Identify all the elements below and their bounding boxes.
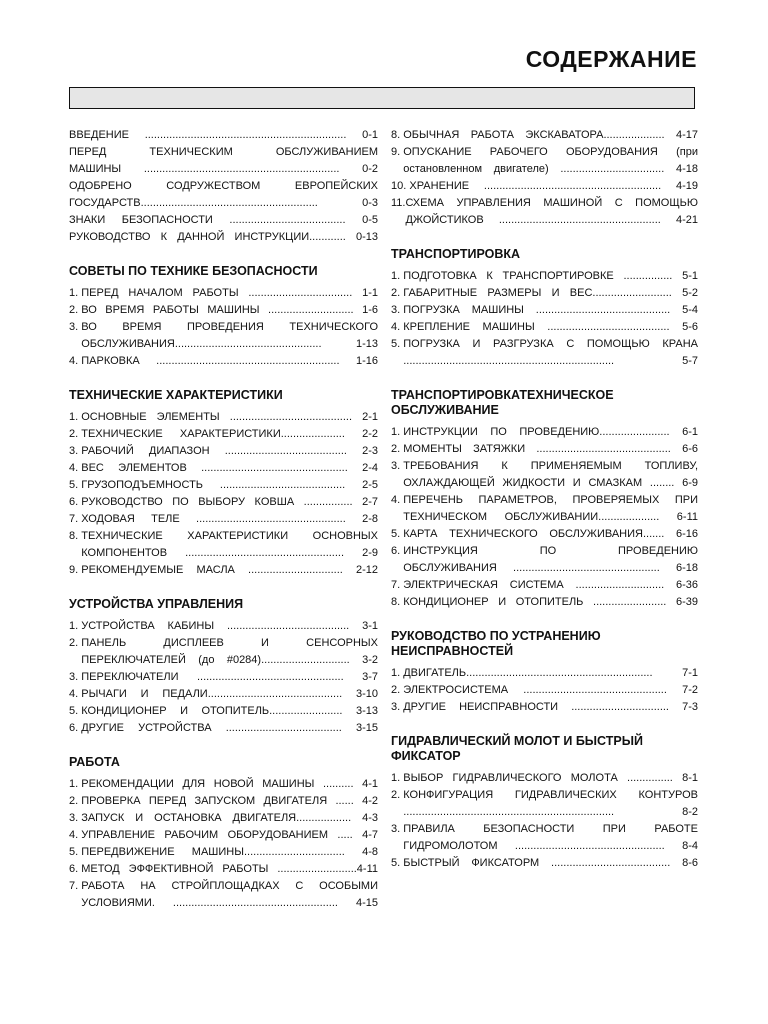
entry-number: 6. — [69, 722, 82, 734]
toc-entry-line[interactable] — [391, 424, 698, 441]
toc-entry-line[interactable] — [69, 703, 378, 720]
toc-entry-line[interactable] — [391, 195, 698, 212]
entry-text: ГРУЗОПОДЪЕМНОСТЬ ......................................... 2-5 — [81, 479, 378, 491]
toc-entry-line[interactable] — [391, 475, 698, 492]
entry-text: ТРЕБОВАНИЯ К ПРИМЕНЯЕМЫМ ТОПЛИВУ, — [403, 460, 698, 472]
entry-text: УСТРОЙСТВА КАБИНЫ ........................................ 3-1 — [81, 620, 378, 632]
entry-text: УПРАВЛЕНИЕ РАБОЧИМ ОБОРУДОВАНИЕМ ..... 4-7 — [81, 829, 378, 841]
entry-text: ХРАНЕНИЕ .......................................................... 4-19 — [409, 180, 698, 192]
section-heading: ТРАНСПОРТИРОВКА — [391, 247, 521, 261]
toc-entry-line[interactable] — [391, 699, 698, 716]
toc-entry-line[interactable] — [391, 302, 698, 319]
toc-section — [391, 268, 698, 370]
entry-number: 5. — [69, 705, 82, 717]
entry-number: 3. — [69, 812, 82, 824]
entry-text: ВЫБОР ГИДРАВЛИЧЕСКОГО МОЛОТА ............... 8-1 — [403, 772, 698, 784]
entry-number: 7. — [69, 880, 82, 892]
toc-entry-line[interactable] — [69, 528, 378, 545]
toc-entry-line[interactable] — [391, 353, 698, 370]
entry-number: 1. — [69, 287, 82, 299]
toc-entry-line[interactable] — [69, 127, 378, 144]
entry-number: 8. — [391, 596, 404, 608]
section-heading: РУКОВОДСТВО ПО УСТРАНЕНИЮ НЕИСПРАВНОСТЕЙ — [391, 629, 601, 658]
entry-number: 5. — [391, 857, 404, 869]
toc-entry-line[interactable] — [391, 543, 698, 560]
toc-entry-line[interactable] — [69, 285, 378, 302]
toc-entry-line[interactable] — [69, 161, 378, 178]
toc-entry-line[interactable] — [391, 682, 698, 699]
toc-entry-line[interactable] — [391, 212, 698, 229]
entry-text: МОМЕНТЫ ЗАТЯЖКИ ............................................ 6-6 — [403, 443, 698, 455]
toc-entry-line[interactable] — [391, 268, 698, 285]
entry-text: КОМПОНЕНТОВ .................................................... 2-9 — [81, 547, 378, 559]
entry-text: РЕКОМЕНДУЕМЫЕ МАСЛА ............................... 2-12 — [81, 564, 378, 576]
entry-number: 3. — [69, 321, 82, 333]
entry-number: 5. — [391, 338, 404, 350]
entry-text: ПАНЕЛЬ ДИСПЛЕЕВ И СЕНСОРНЫХ — [81, 637, 378, 649]
toc-entry-line[interactable] — [391, 821, 698, 838]
entry-text: ДВИГАТЕЛЬ............................................................. 7-1 — [403, 667, 698, 679]
entry-number: 7. — [391, 579, 404, 591]
entry-number: 1. — [69, 411, 82, 423]
entry-number: 3. — [391, 304, 404, 316]
entry-number: 3. — [391, 460, 404, 472]
toc-section — [391, 424, 698, 611]
entry-text: ХОДОВАЯ ТЕЛЕ ................................................. 2-8 — [81, 513, 378, 525]
entry-text: ПРОВЕРКА ПЕРЕД ЗАПУСКОМ ДВИГАТЕЛЯ ...... 4-2 — [81, 795, 378, 807]
entry-number: 2. — [69, 637, 82, 649]
entry-text: РАБОЧИЙ ДИАПАЗОН ........................................ 2-3 — [81, 445, 378, 457]
entry-number: 6. — [69, 496, 82, 508]
entry-text: ПЕРЕДВИЖЕНИЕ МАШИНЫ................................. 4-8 — [81, 846, 378, 858]
entry-text: ЭЛЕКТРИЧЕСКАЯ СИСТЕМА ............................. 6-36 — [403, 579, 698, 591]
toc-entry-line[interactable] — [69, 720, 378, 737]
section-heading: РАБОТА — [69, 755, 120, 769]
toc-entry-line[interactable] — [69, 776, 378, 793]
entry-number: 1. — [391, 426, 404, 438]
entry-text: МЕТОД ЭФФЕКТИВНОЙ РАБОТЫ ..........................4-11 — [81, 863, 378, 875]
entry-text: ПЕРЕД ТЕХНИЧЕСКИМ ОБСЛУЖИВАНИЕМ — [69, 146, 378, 158]
toc-entry-line[interactable] — [69, 686, 378, 703]
toc-section — [391, 127, 698, 229]
entry-text: РУКОВОДСТВО К ДАННОЙ ИНСТРУКЦИИ............ 0-13 — [69, 231, 378, 243]
entry-number: 1. — [391, 270, 404, 282]
entry-text: ПОГРУЗКА И РАЗГРУЗКА С ПОМОЩЬЮ КРАНА — [403, 338, 698, 350]
entry-text: ПАРКОВКА ............................................................ 1-16 — [81, 355, 378, 367]
entry-text: ЭЛЕКТРОСИСТЕМА ............................................... 7-2 — [403, 684, 698, 696]
toc-column-right — [391, 127, 698, 890]
entry-text: ДЖОЙСТИКОВ ..................................................... 4-21 — [405, 214, 698, 226]
section-heading: ТЕХНИЧЕСКИЕ ХАРАКТЕРИСТИКИ — [69, 388, 283, 402]
section-heading: СОВЕТЫ ПО ТЕХНИКЕ БЕЗОПАСНОСТИ — [69, 264, 318, 278]
toc-entry-line[interactable] — [69, 336, 378, 353]
entry-text: ПЕРЕКЛЮЧАТЕЛЕЙ (до #0284)............................. 3-2 — [81, 654, 378, 666]
entry-text: ВО ВРЕМЯ РАБОТЫ МАШИНЫ ............................ 1-6 — [81, 304, 378, 316]
entry-text: ПОГРУЗКА МАШИНЫ ............................................ 5-4 — [403, 304, 698, 316]
entry-text: ДРУГИЕ НЕИСПРАВНОСТИ ................................ 7-3 — [403, 701, 698, 713]
toc-section — [69, 127, 378, 246]
toc-entry-line[interactable] — [69, 793, 378, 810]
toc-entry-line[interactable] — [69, 669, 378, 686]
toc-entry-line[interactable] — [69, 443, 378, 460]
entry-text: КОНФИГУРАЦИЯ ГИДРАВЛИЧЕСКИХ КОНТУРОВ — [403, 789, 698, 801]
entry-text: ТЕХНИЧЕСКОМ ОБСЛУЖИВАНИИ.................... 6-11 — [403, 511, 698, 523]
toc-entry-line[interactable] — [69, 212, 378, 229]
entry-text: ГАБАРИТНЫЕ РАЗМЕРЫ И ВЕС.......................... 5-2 — [403, 287, 698, 299]
toc-entry-line[interactable] — [391, 441, 698, 458]
entry-text: БЫСТРЫЙ ФИКСАТОРМ ....................................... 8-6 — [403, 857, 698, 869]
toc-entry-line[interactable] — [69, 302, 378, 319]
entry-text: ОХЛАЖДАЮЩЕЙ ЖИДКОСТИ И СМАЗКАМ ........ 6-9 — [403, 477, 698, 489]
entry-number: 5. — [391, 528, 404, 540]
entry-number: 8. — [391, 129, 404, 141]
toc-entry-line[interactable] — [69, 562, 378, 579]
entry-text: КОНДИЦИОНЕР И ОТОПИТЕЛЬ ........................ 6-39 — [403, 596, 698, 608]
toc-entry-line[interactable] — [391, 285, 698, 302]
entry-number: 6. — [391, 545, 404, 557]
entry-number: 3. — [391, 823, 404, 835]
entry-number: 1. — [391, 772, 404, 784]
toc-column-left — [69, 127, 378, 930]
entry-number: 4. — [391, 494, 404, 506]
entry-number: 1. — [69, 778, 82, 790]
entry-text: МАШИНЫ ................................................................ 0-2 — [69, 163, 378, 175]
entry-text: ВВЕДЕНИЕ .................................................................. 0-1 — [69, 129, 378, 141]
entry-number: 2. — [391, 684, 404, 696]
entry-number: 5. — [69, 479, 82, 491]
entry-number: 3. — [69, 445, 82, 457]
entry-number: 2. — [69, 428, 82, 440]
entry-text: УСЛОВИЯМИ. ...................................................... 4-15 — [81, 897, 378, 909]
entry-number: 2. — [391, 443, 404, 455]
toc-entry-line[interactable] — [391, 161, 698, 178]
entry-text: РЫЧАГИ И ПЕДАЛИ............................................ 3-10 — [81, 688, 378, 700]
toc-entry-line[interactable] — [69, 545, 378, 562]
toc-entry-line[interactable] — [391, 144, 698, 161]
toc-entry-line[interactable] — [391, 560, 698, 577]
entry-text: ПЕРЕЧЕНЬ ПАРАМЕТРОВ, ПРОВЕРЯЕМЫХ ПРИ — [403, 494, 698, 506]
entry-text: РУКОВОДСТВО ПО ВЫБОРУ КОВША ................ 2-7 — [81, 496, 378, 508]
entry-number: 3. — [391, 701, 404, 713]
entry-text: ОДОБРЕНО СОДРУЖЕСТВОМ ЕВРОПЕЙСКИХ — [69, 180, 378, 192]
entry-number: 2. — [69, 304, 82, 316]
page-title: СОДЕРЖАНИЕ — [525, 46, 697, 72]
toc-entry-line[interactable] — [69, 319, 378, 336]
section-heading: ГИДРАВЛИЧЕСКИЙ МОЛОТ И БЫСТРЫЙ ФИКСАТОР — [391, 734, 643, 763]
entry-text: КАРТА ТЕХНИЧЕСКОГО ОБСЛУЖИВАНИЯ....... 6-16 — [403, 528, 698, 540]
toc-entry-line[interactable] — [69, 652, 378, 669]
toc-entry-line[interactable] — [391, 336, 698, 353]
entry-text: ГОСУДАРСТВ.......................................................... 0-3 — [69, 197, 378, 209]
entry-number: 1. — [391, 667, 404, 679]
toc-entry-line[interactable] — [69, 460, 378, 477]
entry-text: СХЕМА УПРАВЛЕНИЯ МАШИНОЙ С ПОМОЩЬЮ — [405, 197, 698, 209]
entry-number: 8. — [69, 530, 82, 542]
toc-entry-line[interactable] — [69, 426, 378, 443]
entry-number: 4. — [391, 321, 404, 333]
entry-number: 2. — [391, 287, 404, 299]
title-bar — [69, 87, 695, 109]
toc-entry-line[interactable] — [69, 353, 378, 370]
entry-text: ПОДГОТОВКА К ТРАНСПОРТИРОВКЕ ................ 5-1 — [403, 270, 698, 282]
toc-entry-line[interactable] — [69, 618, 378, 635]
toc-entry-line[interactable] — [391, 855, 698, 872]
entry-text: ОСНОВНЫЕ ЭЛЕМЕНТЫ ........................................ 2-1 — [81, 411, 378, 423]
entry-number: 7. — [69, 513, 82, 525]
entry-number: 1. — [69, 620, 82, 632]
entry-text: ВО ВРЕМЯ ПРОВЕДЕНИЯ ТЕХНИЧЕСКОГО — [81, 321, 378, 333]
entry-text: КРЕПЛЕНИЕ МАШИНЫ ........................................ 5-6 — [403, 321, 698, 333]
toc-entry-line[interactable] — [69, 494, 378, 511]
toc-section — [391, 665, 698, 716]
entry-number: 6. — [69, 863, 82, 875]
entry-number: 9. — [69, 564, 82, 576]
entry-number: 11. — [391, 197, 406, 209]
entry-text: ОБСЛУЖИВАНИЯ ................................................ 6-18 — [403, 562, 698, 574]
toc-entry-line[interactable] — [391, 665, 698, 682]
entry-text: ..................................................................... 8-2 — [403, 806, 698, 818]
toc-entry-line[interactable] — [391, 492, 698, 509]
entry-number: 4. — [69, 829, 82, 841]
toc-entry-line[interactable] — [391, 804, 698, 821]
entry-text: ОБСЛУЖИВАНИЯ................................................ 1-13 — [81, 338, 378, 350]
toc-entry-line[interactable] — [69, 878, 378, 895]
entry-text: остановленном двигателе) .................................. 4-18 — [403, 163, 698, 175]
toc-entry-line[interactable] — [391, 319, 698, 336]
entry-text: ВЕС ЭЛЕМЕНТОВ ................................................ 2-4 — [81, 462, 378, 474]
entry-text: ИНСТРУКЦИЯ ПО ПРОВЕДЕНИЮ — [403, 545, 698, 557]
toc-entry-line[interactable] — [391, 509, 698, 526]
entry-text: ЗНАКИ БЕЗОПАСНОСТИ ...................................... 0-5 — [69, 214, 378, 226]
toc-entry-line[interactable] — [69, 635, 378, 652]
toc-entry-line[interactable] — [69, 195, 378, 212]
entry-number: 4. — [69, 688, 82, 700]
toc-entry-line[interactable] — [69, 511, 378, 528]
entry-text: ..................................................................... 5-7 — [403, 355, 698, 367]
toc-entry-line[interactable] — [391, 577, 698, 594]
toc-section — [69, 618, 378, 737]
toc-entry-line[interactable] — [391, 787, 698, 804]
toc-entry-line[interactable] — [69, 827, 378, 844]
entry-number: 4. — [69, 462, 82, 474]
entry-text: ОБЫЧНАЯ РАБОТА ЭКСКАВАТОРА.................... 4-17 — [403, 129, 698, 141]
entry-number: 2. — [69, 795, 82, 807]
entry-text: ГИДРОМОЛОТОМ ................................................. 8-4 — [403, 840, 698, 852]
entry-number: 5. — [69, 846, 82, 858]
toc-section — [391, 770, 698, 872]
section-heading: ТРАНСПОРТИРОВКАТЕХНИЧЕСКОЕ ОБСЛУЖИВАНИЕ — [391, 388, 614, 417]
entry-text: ДРУГИЕ УСТРОЙСТВА ...................................... 3-15 — [81, 722, 378, 734]
toc-entry-line[interactable] — [69, 844, 378, 861]
toc-entry-line[interactable] — [391, 770, 698, 787]
toc-section — [69, 776, 378, 912]
toc-entry-line[interactable] — [69, 229, 378, 246]
entry-text: ТЕХНИЧЕСКИЕ ХАРАКТЕРИСТИКИ..................... 2-2 — [81, 428, 378, 440]
section-heading: УСТРОЙСТВА УПРАВЛЕНИЯ — [69, 597, 244, 611]
entry-text: РЕКОМЕНДАЦИИ ДЛЯ НОВОЙ МАШИНЫ .......... 4-1 — [81, 778, 378, 790]
entry-number: 4. — [69, 355, 82, 367]
toc-entry-line[interactable] — [69, 178, 378, 195]
entry-number: 9. — [391, 146, 404, 158]
entry-number: 2. — [391, 789, 404, 801]
entry-number: 3. — [69, 671, 82, 683]
toc-entry-line[interactable] — [69, 810, 378, 827]
toc-entry-line[interactable] — [69, 409, 378, 426]
entry-text: ПРАВИЛА БЕЗОПАСНОСТИ ПРИ РАБОТЕ — [403, 823, 698, 835]
toc-entry-line[interactable] — [69, 477, 378, 494]
toc-entry-line[interactable] — [69, 144, 378, 161]
entry-text: КОНДИЦИОНЕР И ОТОПИТЕЛЬ........................ 3-13 — [81, 705, 378, 717]
toc-section — [69, 409, 378, 579]
toc-entry-line[interactable] — [391, 526, 698, 543]
toc-entry-line[interactable] — [391, 838, 698, 855]
toc-entry-line[interactable] — [391, 594, 698, 611]
entry-text: ИНСТРУКЦИИ ПО ПРОВЕДЕНИЮ....................... 6-1 — [403, 426, 698, 438]
entry-text: ЗАПУСК И ОСТАНОВКА ДВИГАТЕЛЯ.................. 4-3 — [81, 812, 378, 824]
toc-entry-line[interactable] — [391, 127, 698, 144]
toc-entry-line[interactable] — [69, 895, 378, 912]
entry-text: ПЕРЕКЛЮЧАТЕЛИ ................................................ 3-7 — [81, 671, 378, 683]
entry-text: ТЕХНИЧЕСКИЕ ХАРАКТЕРИСТИКИ ОСНОВНЫХ — [81, 530, 378, 542]
entry-text: ПЕРЕД НАЧАЛОМ РАБОТЫ .................................. 1-1 — [81, 287, 378, 299]
toc-section — [69, 285, 378, 370]
entry-text: ОПУСКАНИЕ РАБОЧЕГО ОБОРУДОВАНИЯ (при — [403, 146, 698, 158]
toc-entry-line[interactable] — [69, 861, 378, 878]
toc-entry-line[interactable] — [391, 458, 698, 475]
entry-number: 10. — [391, 180, 410, 192]
entry-text: РАБОТА НА СТРОЙПЛОЩАДКАХ С ОСОБЫМИ — [81, 880, 378, 892]
toc-entry-line[interactable] — [391, 178, 698, 195]
